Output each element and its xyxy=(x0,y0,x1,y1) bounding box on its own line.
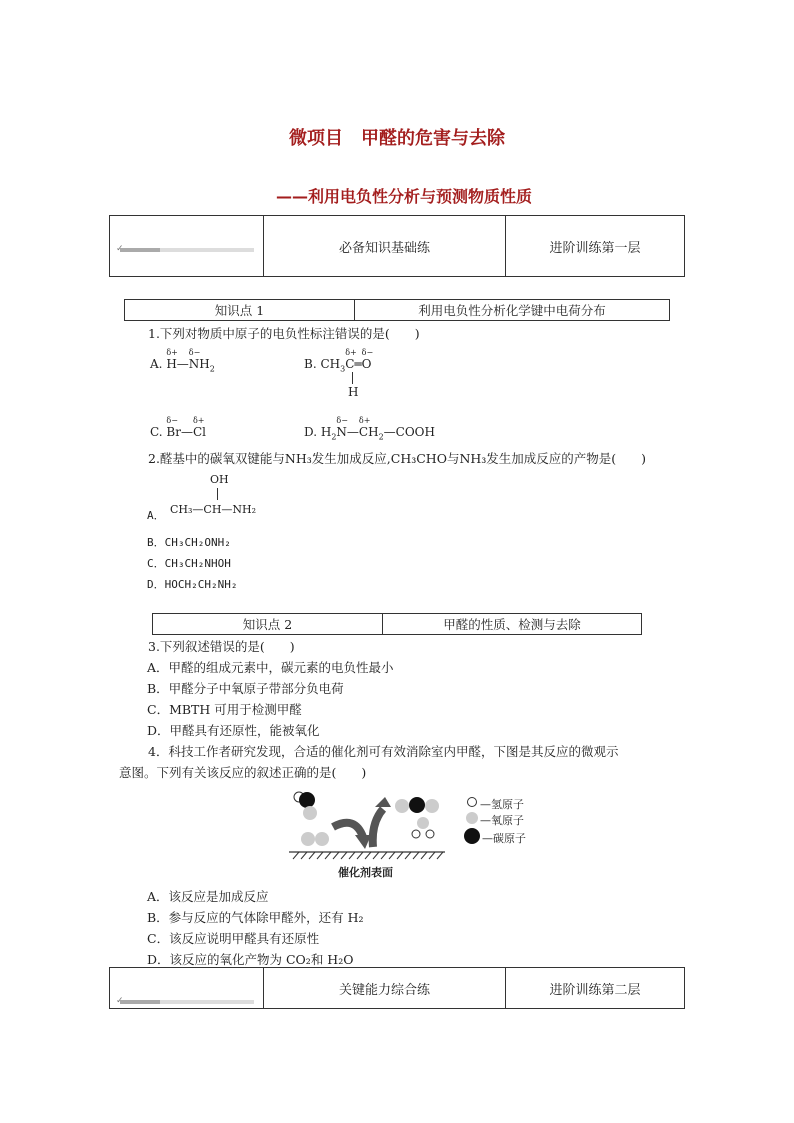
arrow-head xyxy=(375,797,391,807)
section-name: 必备知识基础练 xyxy=(264,216,506,276)
atom: C xyxy=(345,357,355,371)
surface-hatching xyxy=(293,852,443,859)
atom: CH xyxy=(320,357,341,371)
arrow-down-icon xyxy=(333,823,363,837)
q4-option-b: B．参与反应的气体除甲醛外，还有 H₂ xyxy=(147,910,364,925)
q2-a-label: A． xyxy=(147,509,165,522)
subscript: 3 xyxy=(340,364,346,374)
kp-topic: 利用电负性分析化学键中电荷分布 xyxy=(418,303,606,318)
vertical-bond xyxy=(217,488,218,500)
atom: H xyxy=(320,425,332,439)
progress-bar xyxy=(116,996,254,1006)
q4-option-a: A．该反应是加成反应 xyxy=(147,889,269,904)
kp-label: 知识点 2 xyxy=(153,614,383,634)
q2-a-formula: CH₃—CH—NH₂ xyxy=(170,503,257,516)
partial-charge: δ+ xyxy=(166,348,178,357)
q1-option-b xyxy=(304,348,374,374)
legend-oxygen-icon xyxy=(466,812,478,824)
atom: O xyxy=(361,357,372,371)
check-icon: ✓ xyxy=(116,996,124,1006)
oxygen-atom xyxy=(417,817,429,829)
q3-option-b: B．甲醛分子中氧原子带部分负电荷 xyxy=(147,681,344,696)
section-banner-1 xyxy=(109,215,685,277)
legend-hydrogen-icon xyxy=(468,798,477,807)
progress-fill xyxy=(120,248,160,252)
check-icon: ✓ xyxy=(116,244,124,254)
bond: ═ xyxy=(354,357,362,371)
partial-charge: δ+ xyxy=(192,416,205,425)
partial-charge: δ− xyxy=(188,348,201,357)
page-subtitle: ——利用电负性分析与预测物质性质 xyxy=(276,187,533,206)
page-title: 微项目 甲醛的危害与去除 xyxy=(289,128,505,149)
kp-label: 知识点 1 xyxy=(125,300,355,320)
question-1-stem: 1.下列对物质中原子的电负性标注错误的是( ) xyxy=(148,326,420,341)
q3-option-c: C．MBTH 可用于检测甲醛 xyxy=(147,702,302,717)
carbon-atom xyxy=(409,797,425,813)
atom: N xyxy=(336,425,347,439)
legend-carbon-label: —碳原子 xyxy=(482,832,526,845)
q2-option-c: C．CH₃CH₂NHOH xyxy=(147,557,231,570)
legend-carbon-icon xyxy=(464,828,480,844)
kp-topic: 甲醛的性质、检测与去除 xyxy=(443,617,581,632)
q4-option-c: C．该反应说明甲醛具有还原性 xyxy=(147,931,320,946)
legend-oxygen-label: —氧原子 xyxy=(480,814,524,827)
vertical-bond xyxy=(352,372,353,384)
knowledge-point-1 xyxy=(124,299,670,321)
partial-charge: δ− xyxy=(336,416,348,425)
oxygen-atom xyxy=(301,832,315,846)
subscript: 2 xyxy=(331,432,337,442)
oxygen-atom xyxy=(425,799,439,813)
atom: CH xyxy=(358,425,379,439)
catalyst-surface-label: 催化剂表面 xyxy=(338,866,393,879)
oxygen-atom xyxy=(303,806,317,820)
q1-b-hydrogen: H xyxy=(348,385,359,399)
section-name: 关键能力综合练 xyxy=(264,968,506,1008)
subscript: 2 xyxy=(209,364,215,374)
progress-cell xyxy=(110,968,264,1008)
oxygen-atom xyxy=(395,799,409,813)
legend-hydrogen-label: —氢原子 xyxy=(480,798,524,811)
q4-option-d: D．该反应的氧化产物为 CO₂和 H₂O xyxy=(147,952,354,967)
oxygen-atom xyxy=(315,832,329,846)
option-label: C. xyxy=(150,425,163,439)
training-level: 进阶训练第一层 xyxy=(549,240,641,256)
q2-a-oh: OH xyxy=(210,473,229,486)
partial-charge: δ− xyxy=(361,348,374,357)
progress-bar xyxy=(116,244,254,254)
question-2-stem: 2.醛基中的碳氧双键能与NH₃发生加成反应,CH₃CHO与NH₃发生加成反应的产物是( ) xyxy=(148,451,647,466)
question-4-stem-line2: 意图。下列有关该反应的叙述正确的是( ) xyxy=(119,765,367,780)
atom: H xyxy=(166,357,177,371)
arrow-head xyxy=(355,835,371,849)
arrow-up-icon xyxy=(373,809,383,847)
question-4-stem-line1: 4．科技工作者研究发现，合适的催化剂可有效消除室内甲醛，下图是其反应的微观示 xyxy=(148,744,619,759)
q1-option-d xyxy=(304,416,435,442)
hydrogen-atom xyxy=(426,830,434,838)
q2-option-d: D．HOCH₂CH₂NH₂ xyxy=(147,578,238,591)
bond: — xyxy=(180,425,193,439)
group: —COOH xyxy=(383,425,435,439)
atom: Cl xyxy=(192,425,206,439)
partial-charge: δ− xyxy=(166,416,178,425)
option-label: D. xyxy=(304,425,318,439)
atom: Br xyxy=(166,425,181,439)
atom: NH xyxy=(188,357,210,371)
training-level: 进阶训练第二层 xyxy=(549,982,641,998)
partial-charge: δ+ xyxy=(358,416,371,425)
q3-option-a: A．甲醛的组成元素中，碳元素的电负性最小 xyxy=(147,660,394,675)
progress-fill xyxy=(120,1000,160,1004)
progress-cell xyxy=(110,216,264,276)
q2-option-b: B．CH₃CH₂ONH₂ xyxy=(147,536,231,549)
subscript: 2 xyxy=(378,432,384,442)
hydrogen-atom xyxy=(412,830,420,838)
option-label: B. xyxy=(304,357,317,371)
q1-option-a xyxy=(150,348,215,374)
q1-option-c xyxy=(150,416,206,439)
section-banner-2 xyxy=(109,967,685,1009)
option-label: A. xyxy=(150,357,163,371)
bond: — xyxy=(346,425,359,439)
carbon-atom xyxy=(299,792,315,808)
partial-charge: δ+ xyxy=(345,348,357,357)
q3-option-d: D．甲醛具有还原性，能被氧化 xyxy=(147,723,320,738)
bond: — xyxy=(176,357,189,371)
question-3-stem: 3.下列叙述错误的是( ) xyxy=(148,639,295,654)
knowledge-point-2 xyxy=(152,613,642,635)
